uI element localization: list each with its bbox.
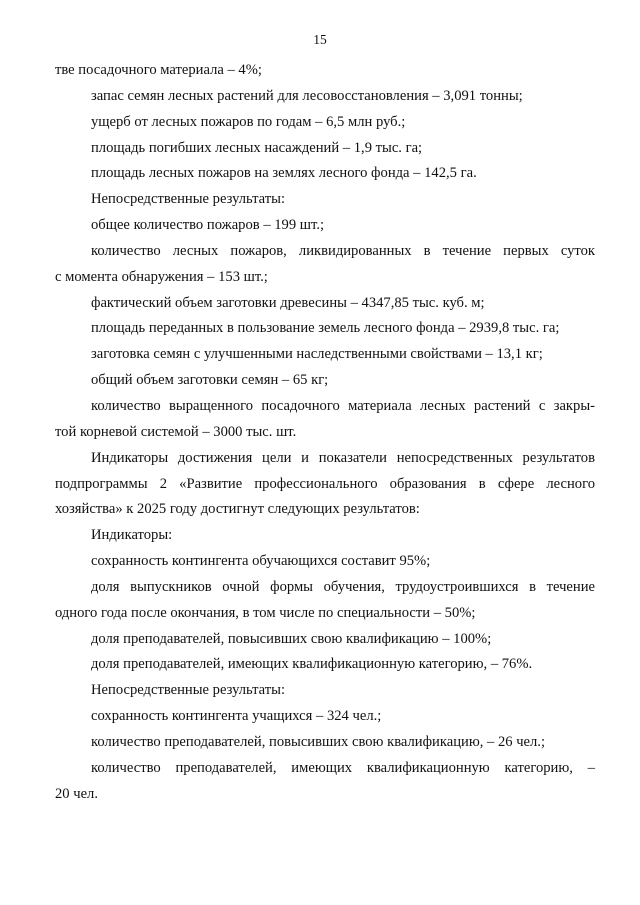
text-line: той корневой системой – 3000 тыс. шт. [55,423,297,440]
text-line: общее количество пожаров – 199 шт.; [91,217,325,234]
text-line: Непосредственные результаты: [91,191,286,208]
text-line: площадь переданных в пользование земель лесного фонда – 2939,8 тыс. га; [91,320,560,337]
text-line: доля преподавателей, повысивших свою квалификацию – 100%; [91,630,492,647]
text-line: доля преподавателей, имеющих квалификационную категорию, – 76%. [91,656,533,673]
text-line: количество выращенного посадочного материала лесных растений с закры- [91,397,595,414]
text-line: 20 чел. [55,785,98,802]
text-line: с момента обнаружения – 153 шт.; [55,268,268,285]
text-line: доля выпускников очной формы обучения, трудоустроившихся в течение [91,578,595,595]
text-line: площадь погибших лесных насаждений – 1,9 тыс. га; [91,139,423,156]
text-line: сохранность контингента обучающихся составит 95%; [91,553,431,570]
text-line: сохранность контингента учащихся – 324 чел.; [91,708,382,725]
text-line: подпрограммы 2 «Развитие профессионального образования в сфере лесного [55,475,595,492]
text-line: площадь лесных пожаров на землях лесного фонда – 142,5 га. [91,165,477,182]
text-line: запас семян лесных растений для лесовосстановления – 3,091 тонны; [91,87,523,104]
text-line: количество лесных пожаров, ликвидированных в течение первых суток [91,242,595,259]
page-number: 15 [313,32,327,47]
text-line: ущерб от лесных пожаров по годам – 6,5 млн руб.; [91,113,406,130]
text-line: общий объем заготовки семян – 65 кг; [91,372,329,389]
text-line: Непосредственные результаты: [91,682,286,699]
text-line: Индикаторы достижения цели и показатели непосредственных результатов [91,449,595,466]
text-line: количество преподавателей, повысивших свою квалификацию, – 26 чел.; [91,733,546,750]
text-line: заготовка семян с улучшенными наследственными свойствами – 13,1 кг; [91,346,543,363]
text-line: фактический объем заготовки древесины – 4347,85 тыс. куб. м; [91,294,485,311]
text-line: количество преподавателей, имеющих квалификационную категорию, – [91,759,595,776]
text-line: хозяйства» к 2025 году достигнут следующих результатов: [55,501,420,518]
text-line: одного года после окончания, в том числе по специальности – 50%; [55,604,476,621]
document-body [55,61,595,810]
text-line: Индикаторы: [91,527,173,544]
text-line: тве посадочного материала – 4%; [55,62,262,78]
